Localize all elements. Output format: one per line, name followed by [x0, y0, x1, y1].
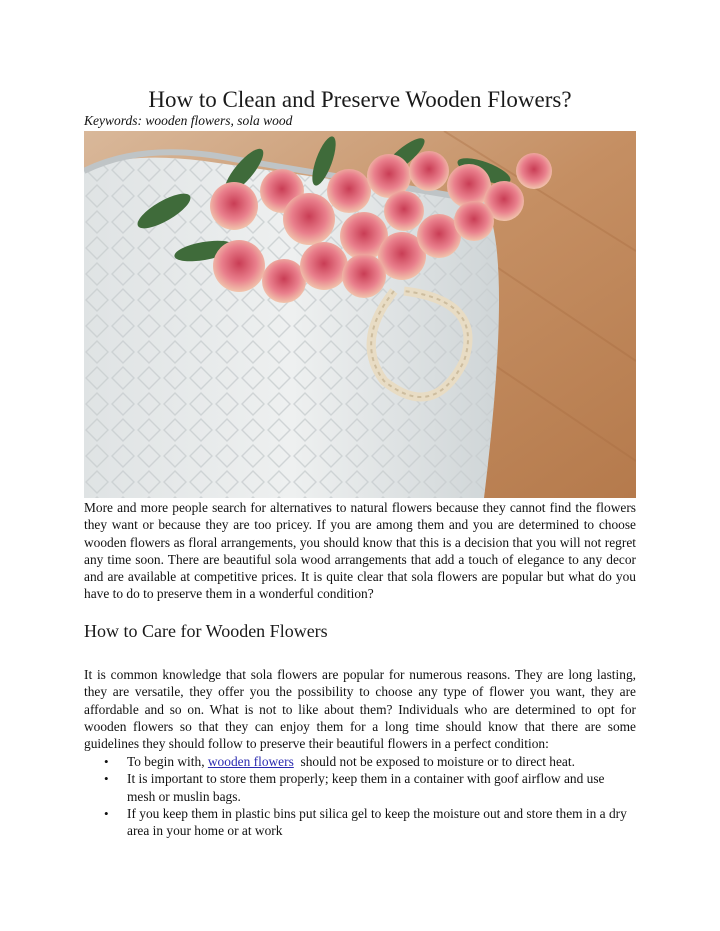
- bullet-text: If you keep them in plastic bins put silica gel to keep the moisture out and store them in a dry area in your home or at work: [127, 805, 627, 839]
- list-item: [84, 805, 636, 840]
- bullet-icon: •: [104, 805, 109, 821]
- bullet-text: It is important to store them properly; keep them in a container with goof airflow and use mesh or muslin bags.: [127, 771, 605, 804]
- section-paragraph: It is common knowledge that sola flowers are popular for numerous reasons. They are long lasting, they are versatile, they offer you the possibility to choose any type of flower you want, they are affordable and so on. What is not to like about them? Individuals who are determined to opt for wooden flowers so that they can enjoy them for a long time should know that there are some guidelines they should follow to preserve their beautiful flowers in a perfect condition:: [84, 667, 636, 752]
- bullet-icon: •: [104, 771, 109, 787]
- wooden-flowers-link[interactable]: wooden flowers: [207, 754, 294, 769]
- flowers-photo: [84, 131, 636, 498]
- intro-paragraph: More and more people search for alternatives to natural flowers because they cannot find the flowers they want or because they are too pricey. If you are among them and you are determined to choose wooden flowers as floral arrangements, you should know that this is a decision that you will not regret any time soon. There are beautiful sola wood arrangements that add a touch of elegance to any decor and are available at competitive prices. It is quite clear that sola flowers are popular but what do you have to do to preserve them in a wonderful condition?: [84, 500, 636, 602]
- bullet-suffix: should not be exposed to moisture or to direct heat.: [293, 754, 575, 769]
- flowers-photo-illustration: [84, 131, 636, 498]
- document-title: How to Clean and Preserve Wooden Flowers?: [148, 87, 572, 112]
- list-item: [84, 753, 636, 770]
- bullet-icon: •: [104, 754, 109, 769]
- keywords-line: Keywords: wooden flowers, sola wood: [84, 113, 293, 128]
- bullet-prefix: To begin with,: [127, 754, 208, 769]
- list-item: [84, 770, 636, 805]
- section-heading: How to Care for Wooden Flowers: [84, 621, 328, 641]
- guidelines-list: [84, 753, 636, 839]
